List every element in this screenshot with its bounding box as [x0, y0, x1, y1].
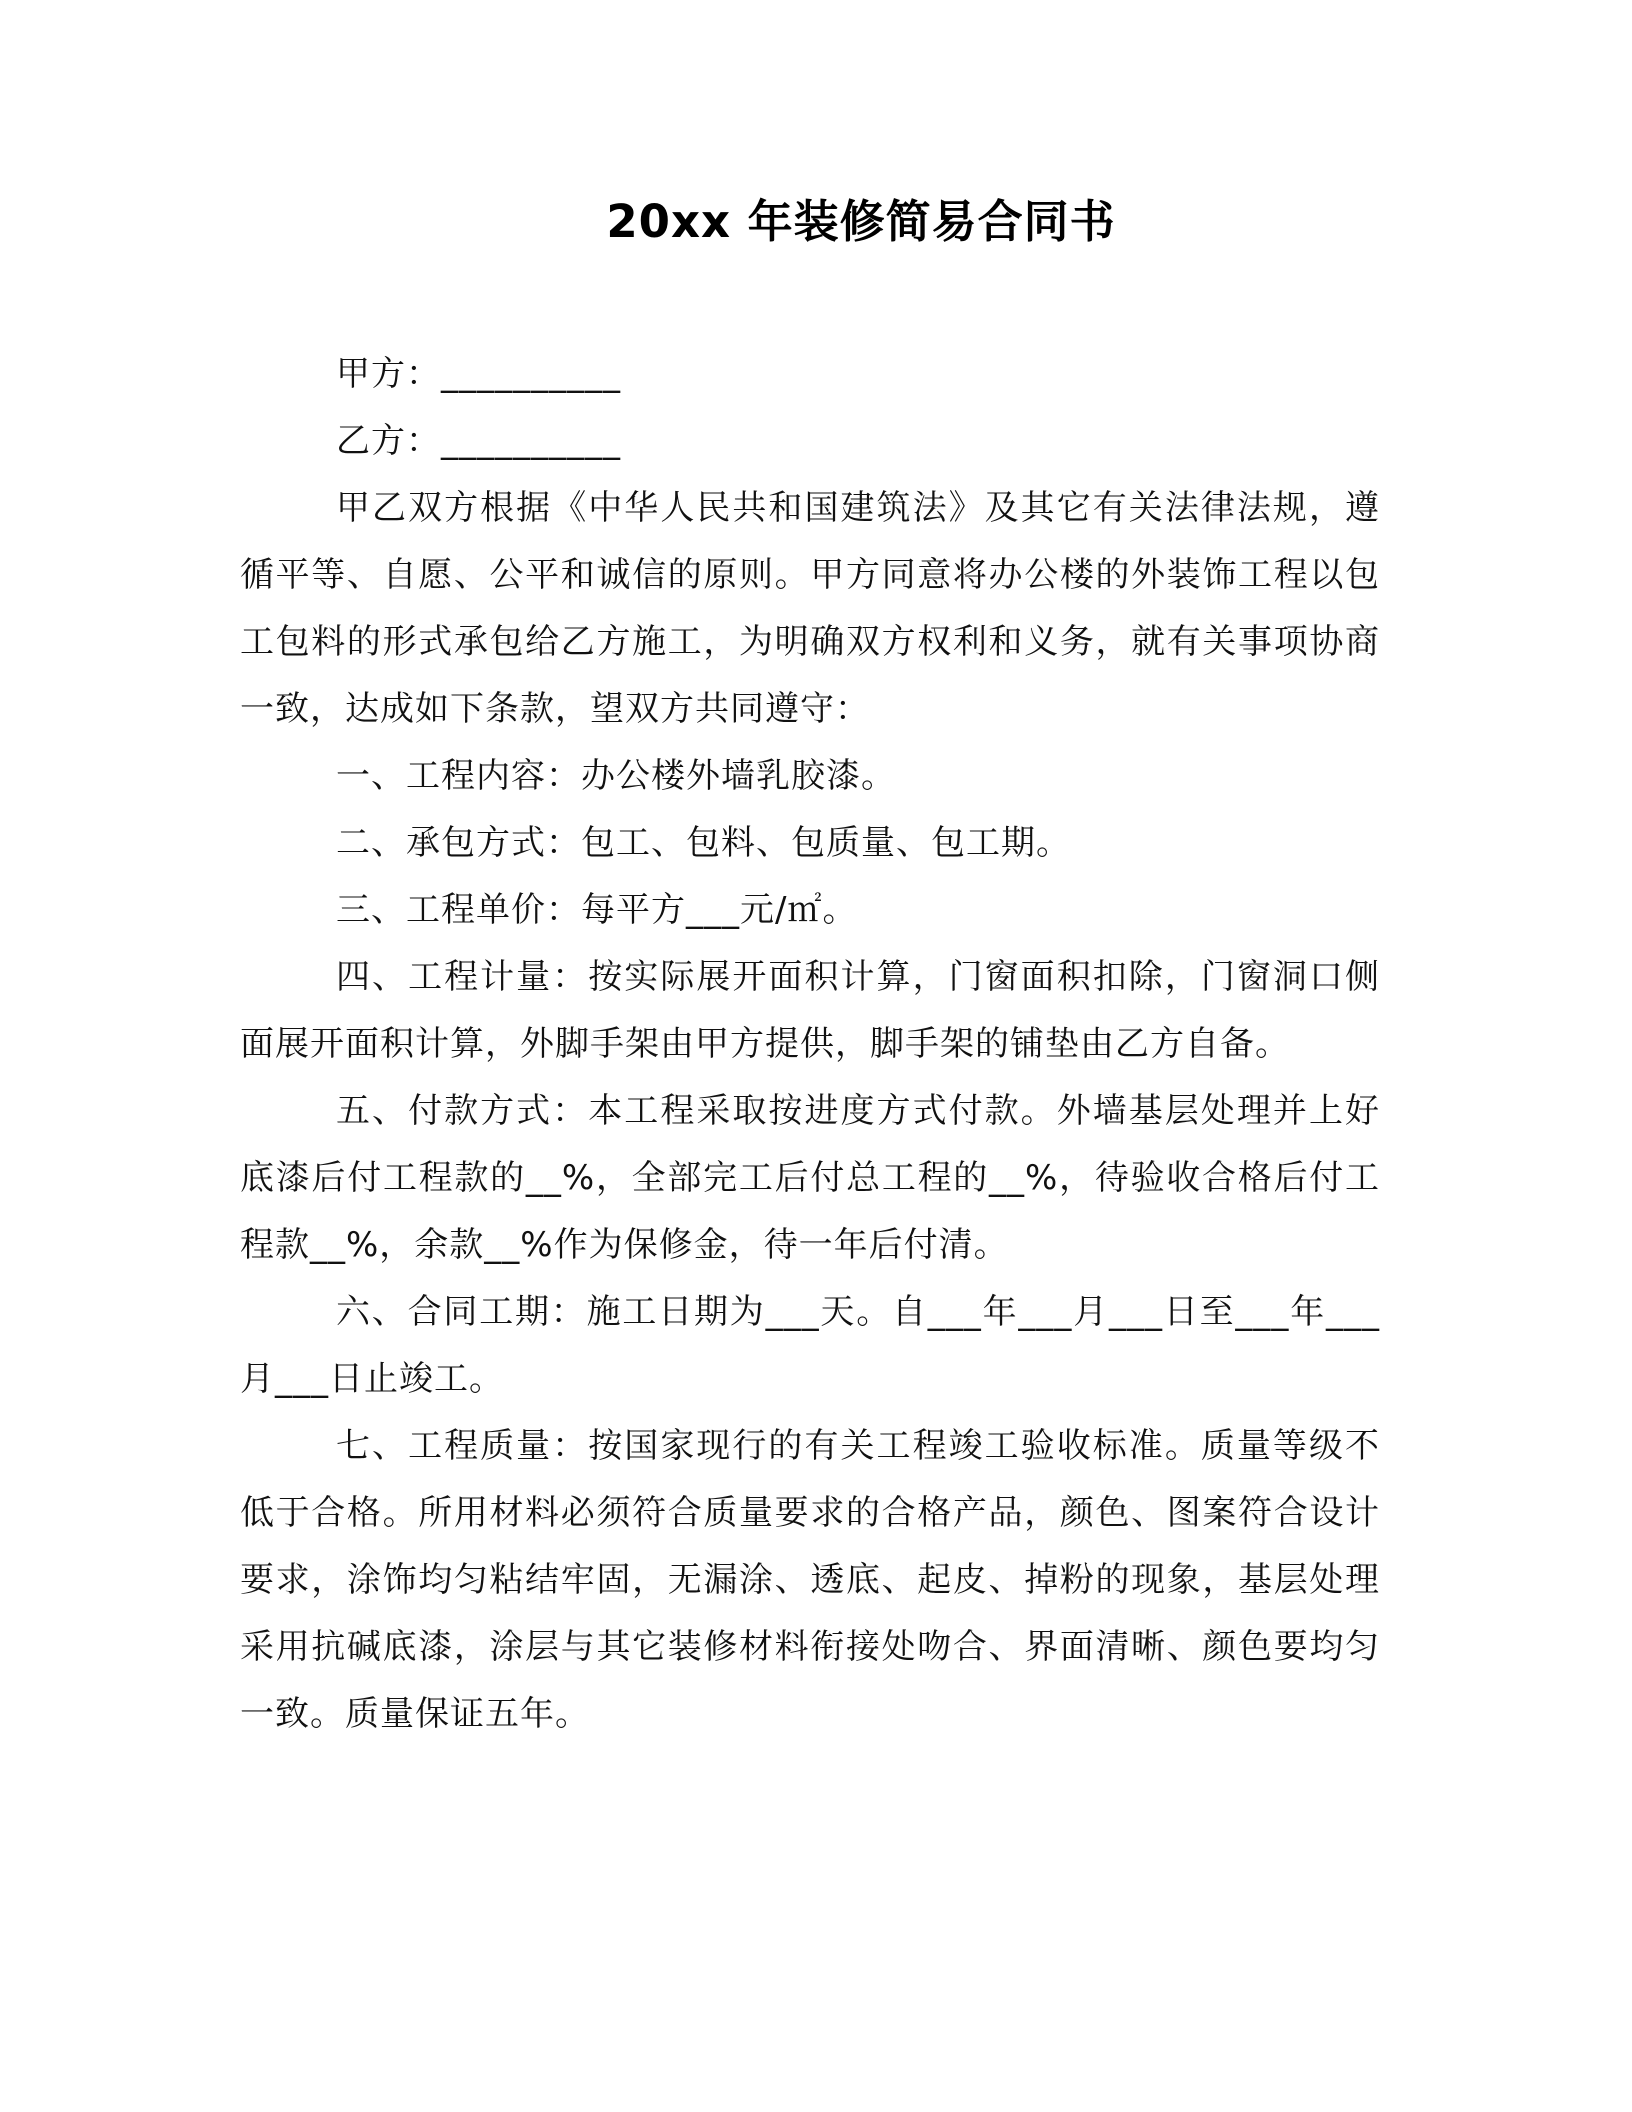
clause-5: 五、付款方式：本工程采取按进度方式付款。外墙基层处理并上好底漆后付工程款的__%，全部完工后付总工程的__%，待验收合格后付工程款__%，余款__%作为保修金，待一年后付清。: [240, 1091, 1380, 1265]
party-b-line: 乙方：__________: [336, 421, 621, 461]
party-a-line: 甲方：__________: [336, 354, 621, 394]
clause-3: 三、工程单价：每平方___元/㎡。: [336, 890, 858, 930]
document-body: [240, 341, 1380, 1748]
clause-4: 四、工程计量：按实际展开面积计算，门窗面积扣除，门窗洞口侧面展开面积计算，外脚手架由甲方提供，脚手架的铺垫由乙方自备。: [240, 957, 1380, 1064]
clause-7: 七、工程质量：按国家现行的有关工程竣工验收标准。质量等级不低于合格。所用材料必须符合质量要求的合格产品，颜色、图案符合设计要求，涂饰均匀粘结牢固，无漏涂、透底、起皮、掉粉的现象，基层处理采用抗碱底漆，涂层与其它装修材料衔接处吻合、界面清晰、颜色要均匀一致。质量保证五年。: [240, 1426, 1380, 1734]
document-title: 20xx 年装修简易合同书: [606, 195, 1116, 248]
clause-2: 二、承包方式：包工、包料、包质量、包工期。: [336, 823, 1071, 863]
clause-6: 六、合同工期：施工日期为___天。自___年___月___日至___年___月___日止竣工。: [240, 1292, 1380, 1399]
intro-paragraph: 甲乙双方根据《中华人民共和国建筑法》及其它有关法律法规，遵循平等、自愿、公平和诚信的原则。甲方同意将办公楼的外装饰工程以包工包料的形式承包给乙方施工，为明确双方权利和义务，就有关事项协商一致，达成如下条款，望双方共同遵守：: [240, 488, 1380, 729]
clause-1: 一、工程内容：办公楼外墙乳胶漆。: [336, 756, 896, 796]
